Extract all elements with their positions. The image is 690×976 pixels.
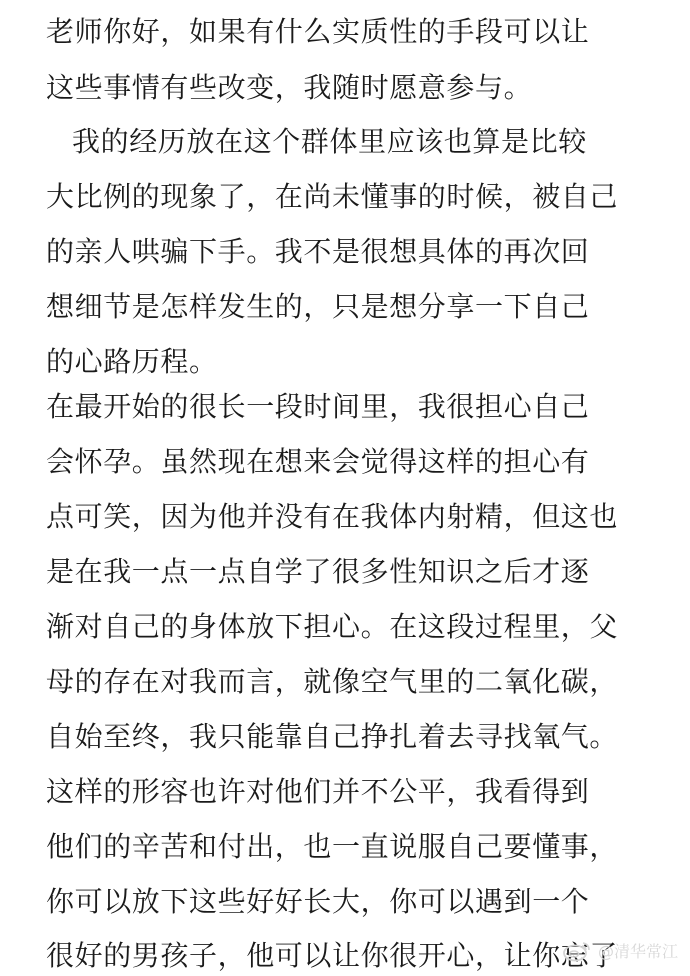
text-line: 这些事情有些改变，我随时愿意参与。 bbox=[46, 71, 533, 104]
text-line: 我的经历放在这个群体里应该也算是比较 bbox=[72, 125, 587, 158]
text-line: 这样的形容也许对他们并不公平，我看得到 bbox=[46, 775, 590, 808]
text-line: 你可以放下这些好好长大，你可以遇到一个 bbox=[46, 885, 590, 918]
text-line: 渐对自己的身体放下担心。在这段过程里，父 bbox=[46, 610, 619, 643]
text-line: 大比例的现象了，在尚未懂事的时候，被自己 bbox=[46, 180, 619, 213]
text-line: 的亲人哄骗下手。我不是很想具体的再次回 bbox=[46, 235, 590, 268]
text-line: 想细节是怎样发生的，只是想分享一下自己 bbox=[46, 290, 590, 323]
text-line: 母的存在对我而言，就像空气里的二氧化碳， bbox=[46, 665, 619, 698]
text-line: 会怀孕。虽然现在想来会觉得这样的担心有 bbox=[46, 445, 590, 478]
text-line: 是在我一点一点自学了很多性知识之后才逐 bbox=[46, 555, 590, 588]
text-line: 自始至终，我只能靠自己挣扎着去寻找氧气。 bbox=[46, 720, 619, 753]
text-line: 老师你好，如果有什么实质性的手段可以让 bbox=[46, 15, 590, 48]
text-line: 在最开始的很长一段时间里，我很担心自己 bbox=[46, 390, 590, 423]
text-line: 点可笑，因为他并没有在我体内射精，但这也 bbox=[46, 500, 619, 533]
text-line: 很好的男孩子，他可以让你很开心，让你忘了 bbox=[46, 939, 619, 972]
watermark bbox=[562, 939, 678, 962]
text-line: 他们的辛苦和付出，也一直说服自己要懂事， bbox=[46, 830, 619, 863]
watermark-text: @清华常江 bbox=[597, 942, 678, 961]
weibo-logo-icon bbox=[562, 940, 592, 962]
text-line: 的心路历程。 bbox=[46, 345, 218, 378]
